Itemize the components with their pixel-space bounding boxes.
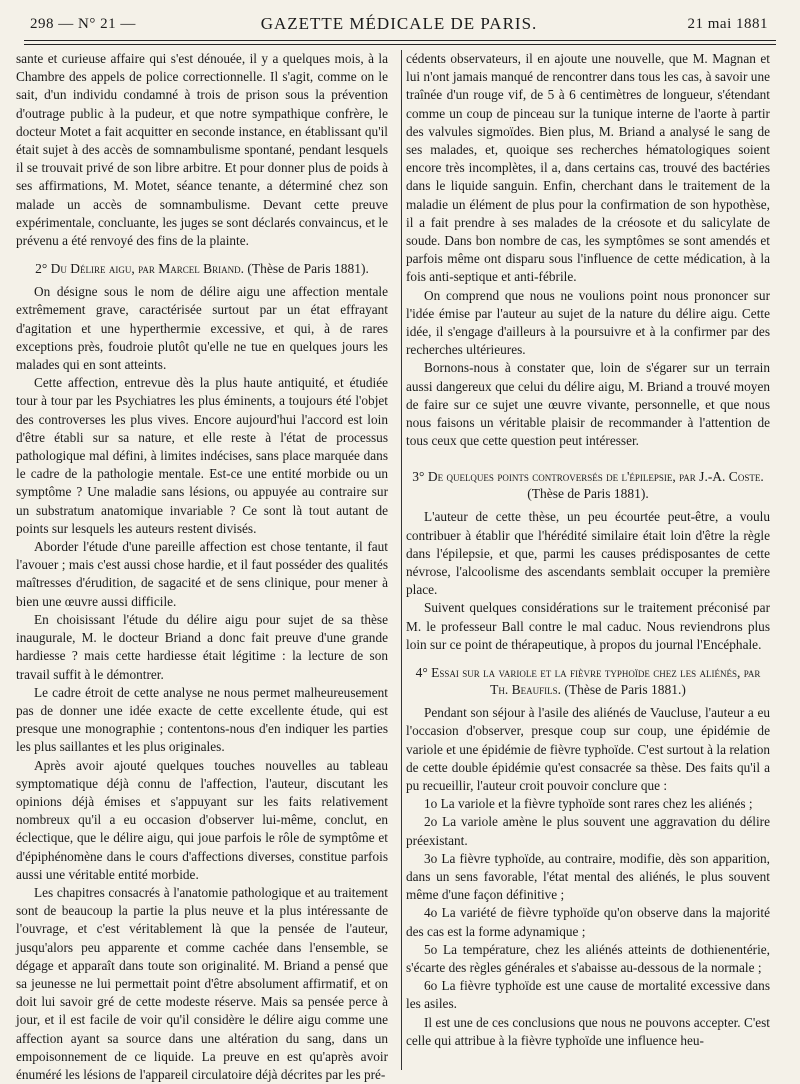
paragraph: Pendant son séjour à l'asile des aliénés de Vaucluse, l'auteur a eu l'occasion d'observer, presque coup sur coup, une épidémie de variole et une épidémie de fièvre typhoïde. C'est surtout à la relation de cette double épidémie qu'est consacrée sa thèse. Des faits qu'il a pu recueillir, l'auteur croit pouvoir conclure que : [406, 705, 770, 793]
section-title: 2° Du Délire aigu, par Marcel Briand. [35, 261, 244, 277]
conclusion-item: 5o La température, chez les aliénés atteints de dothienentérie, s'écarte des règles générales et s'abaisse au-dessous de la normale ; [406, 941, 770, 975]
right-column [406, 50, 770, 1050]
section-source: (Thèse de Paris 1881). [527, 486, 649, 502]
section-title: 3° De quelques points controversés de l'épilepsie, par J.-A. Coste. [412, 469, 764, 485]
page-number: 298 — N° 21 — [30, 16, 136, 32]
conclusion-item: 1o La variole et la fièvre typhoïde sont rares chez les aliénés ; [424, 796, 753, 812]
paragraph: cédents observateurs, il en ajoute une nouvelle, que M. Magnan et lui n'ont jamais manqué de rencontrer dans tous les cas, à savoir une traînée d'un rouge vif, de 5 à 6 centimètres de longueur, s'étendant comme un coup de pinceau sur la tunique interne de l'aorte à partir des valvules sigmoïdes. Bien plus, M. Briand a analysé le sang de ses malades, et, quoique ses recherches hématologiques soient encore très incomplètes, il a, dans certains cas, trouvé des bactéries dans le liquide sanguin. Enfin, cherchant dans le traitement de la maladie un élément de plus pour la confirmation de son hypothèse, il a fait prendre à ses malades de la créosote et du salicylate de soude. Dans bon nombre de cas, les symptômes se sont amendés et parfois même ont disparu sous l'influence de cette médication, à la fois anti-septique et anti-fébrile. [406, 51, 770, 285]
paragraph: Il est une de ces conclusions que nous ne pouvons accepter. C'est celle qui attribue à la fièvre typhoïde une influence heu- [406, 1014, 770, 1048]
conclusion-item: 2o La variole amène le plus souvent une aggravation du délire préexistant. [406, 814, 770, 848]
journal-title: GAZETTE MÉDICALE DE PARIS. [260, 14, 538, 33]
paragraph: Les chapitres consacrés à l'anatomie pathologique et au traitement sont de beaucoup la partie la plus neuve et la plus intéressante de l'ouvrage, et c'est véritablement là que la pensée de l'auteur, jusqu'alors peu apparente et comme cachée dans l'ensemble, se dégage et apparaît dans toute son originalité. M. Briand a pensé que sa jeunesse ne lui permettait point d'être absolument affirmatif, et on doit lui savoir gré de cette modeste réserve. Mais sa pensée perce à jour, et il est facile de voir qu'il considère le délire aigu comme une affection ayant sa source dans une altération du sang, dans un empoisonnement de ce liquide. La preuve en est qu'après avoir énuméré les lésions de l'appareil circulatoire déjà décrites par les pré- [16, 884, 388, 1082]
conclusion-item: 4o La variété de fièvre typhoïde qu'on observe dans la majorité des cas est la forme adynamique ; [406, 905, 770, 939]
paragraph: L'auteur de cette thèse, un peu écourtée peut-être, a voulu contribuer à établir que l'hérédité similaire était loin d'être la règle dans l'épilepsie, et que, parmi les causes prédisposantes de cette névrose, l'alcoolisme des ascendants semblait occuper la première place. [406, 509, 770, 598]
paragraph: Cette affection, entrevue dès la plus haute antiquité, et étudiée tour à tour par les Psychiatres les plus éminents, a toujours été l'objet des controverses les plus vives. Encore aujourd'hui l'accord est loin d'être établi sur sa nature, et elle reste à l'état de processus pathologique mal défini, à limites indécises, sans place marquée dans le cadre de la pathologie mentale. Est-ce une entité morbide ou un symptôme ? Une maladie sans lésions, ou appuyée au contraire sur un substratum anatomique invariable ? Ce sont là tout autant de points sur lesquels les auteurs restent divisés. [16, 375, 388, 536]
paragraph: On comprend que nous ne voulions point nous prononcer sur l'idée émise par l'auteur au sujet de la nature du délire aigu. Cette idée, il s'engage d'ailleurs à la poursuivre et à la confirmer par des recherches ultérieures. [406, 287, 770, 358]
page-header [30, 12, 768, 40]
paragraph: Après avoir ajouté quelques touches nouvelles au tableau symptomatique déjà connu de l'affection, l'auteur, discutant les opinions déjà émises et s'appuyant sur les faits relativement nombreux qu'il a eu occasion d'observer lui-même, conclut, en éclectique, que le délire aigu, qui joue parfois le rôle de symptôme et d'épiphénomène dans le cours d'affections diverses, constitue parfois aussi une véritable entité morbide. [16, 757, 388, 882]
section-source: (Thèse de Paris 1881.) [564, 682, 686, 698]
paragraph: Le cadre étroit de cette analyse ne nous permet malheureusement pas de donner une idée exacte de cette excellente étude, qui est presque une monographie ; contentons-nous d'en indiquer les parties les plus saillantes et les plus originales. [16, 684, 388, 755]
issue-date: 21 mai 1881 [687, 16, 768, 32]
conclusion-item: 6o La fièvre typhoïde est une cause de mortalité excessive dans les asiles. [406, 978, 770, 1012]
left-column [16, 50, 388, 1084]
header-rule-secondary [24, 44, 776, 45]
section-heading [406, 664, 770, 698]
column-divider [401, 50, 402, 1070]
paragraph: En choisissant l'étude du délire aigu pour sujet de sa thèse inaugurale, M. le docteur Briand a donc fait preuve d'une grande hardiesse ? mais cette hardiesse était légitime : la lecture de son travail suffit à le démontrer. [16, 611, 388, 682]
paragraph: On désigne sous le nom de délire aigu une affection mentale extrêmement grave, caractérisée surtout par un état effrayant d'agitation et une hyperthermie excessive, et qui, à de rares exceptions près, foudroie plutôt qu'elle ne tue en quelques jours les malades qui en sont atteints. [16, 284, 388, 373]
paragraph: Suivent quelques considérations sur le traitement préconisé par M. le professeur Ball contre le mal caduc. Nous reviendrons plus loin sur ce point de thérapeutique, à propos du journal l'Encéphale. [406, 600, 770, 652]
header-rule [24, 40, 776, 41]
paragraph: Bornons-nous à constater que, loin de s'égarer sur un terrain aussi dangereux que celui du délire aigu, M. Briand a trouvé moyen de faire sur ce sujet une œuvre vivante, personnelle, et que nous nous faisons un véritable plaisir de recommander à l'attention de tous ceux que cette question peut intéresser. [406, 360, 770, 449]
paragraph: Aborder l'étude d'une pareille affection est chose tentante, il faut l'avouer ; mais c'est aussi chose hardie, et il faut posséder des qualités maîtresses d'érudition, de sagacité et de sens clinique, pour mener à bien une œuvre aussi difficile. [16, 539, 388, 609]
section-title: 4° Essai sur la variole et la fièvre typhoïde chez les aliénés, par Th. Beaufils. [415, 665, 761, 698]
section-heading [406, 468, 770, 502]
conclusion-item: 3o La fièvre typhoïde, au contraire, modifie, dès son apparition, dans un sens favorable, l'état mental des aliénés, le plus souvent même d'une façon définitive ; [406, 850, 770, 903]
section-heading [16, 260, 388, 277]
paragraph: sante et curieuse affaire qui s'est dénouée, il y a quelques mois, à la Chambre des appels de police correctionnelle. Il s'agit, comme on le sait, d'un individu condamné à trois de prison sous la prévention d'outrage public à la pudeur, et que notre sympathique confrère, le docteur Motet a fait acquitter en seconde instance, en établissant qu'il était sujet à des accès de somnambulisme spontané, pendant lesquels il se trouvait privé de son libre arbitre. Et pour donner plus de poids à ses affirmations, M. Motet, séance tenante, a déterminé chez son malade un accès de somnambulisme. Devant cette preuve expérimentale, concluante, les juges se sont déclarés convaincus, et le prévenu a été renvoyé des fins de la plainte. [16, 51, 388, 249]
section-source: (Thèse de Paris 1881). [247, 261, 369, 277]
